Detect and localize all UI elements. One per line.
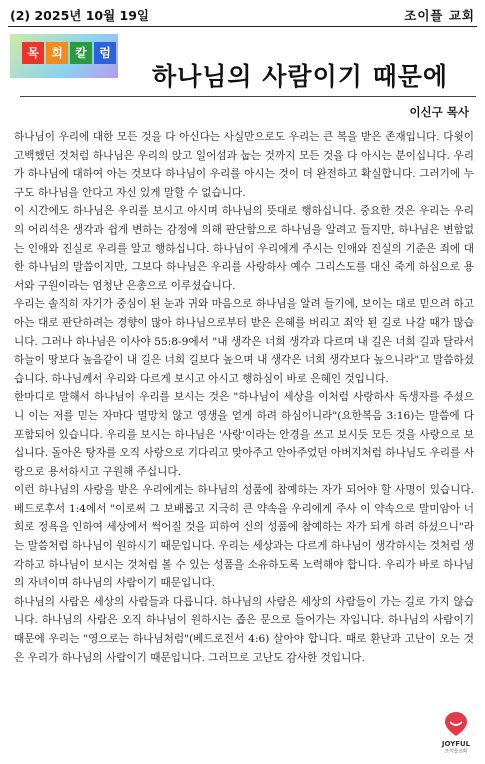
- column-char-1: 목: [22, 42, 44, 64]
- column-char-4: 럼: [94, 42, 116, 64]
- issue-date: (2) 2025년 10월 19일: [10, 8, 149, 23]
- author: 이신구 목사: [409, 105, 469, 119]
- paragraph: 하나님이 우리에 대한 모든 것을 다 아신다는 사실만으로도 우리는 큰 복을 받은 존재입니다. 다윗이 고백했던 것처럼 하나님은 우리의 앉고 일어섬과 눕는 것까지 모든 것을 다 아시는 분이십니다. 우리가 하나님에 대하여 아는 것보다 하나님이 우리를 아시는 것이 더 완전하고 확실합니다. 그러기에 누구도 하나님을 안다고 자신 있게 말할 수 없습니다.: [14, 131, 474, 199]
- paragraph: 한마디로 말해서 하나님이 우리를 보시는 것은 "하나님이 세상을 이처럼 사랑하사 독생자를 주셨으니 이는 저를 믿는 자마다 멸망치 않고 영생을 얻게 하려 하심이니라"(요한복음 3:16)는 말씀에 다 포함되어 있습니다. 우리를 보시는 하나님은 '사랑'이라는 안경을 쓰고 보시듯 모든 것을 사랑으로 보십니다. 돌아온 탕자를 오직 사랑으로 기다리고 맞아주고 안아주었던 아버지처럼 하나님도 우리를 사랑으로 용서하시고 구원해 주십니다.: [14, 391, 474, 478]
- column-label: [22, 42, 112, 76]
- logo-text: JOYFUL: [441, 740, 471, 748]
- article-body: [14, 128, 474, 667]
- church-logo: [439, 708, 473, 754]
- paragraph: 이런 하나님의 사랑을 받은 우리에게는 하나님의 성품에 참예하는 자가 되어야 할 사명이 있습니다. 베드로후서 1:4에서 "이로써 그 보배롭고 지극히 큰 약속을 우리에게 주사 이 약속으로 말미암아 너희로 정욕을 인하여 세상에서 썩어질 것을 피하여 신의 성품에 참예하는 자가 되게 하려 하셨으니"라는 말씀처럼 하나님이 원하시기 때문입니다. 우리는 세상과는 다르게 하나님이 생각하시는 것처럼 생각하고 하나님이 보시는 것처럼 볼 수 있는 성품을 소유하도록 노력해야 합니다. 우리가 바로 하나님의 자녀이며 하나님의 사람이기 때문입니다.: [14, 484, 474, 590]
- column-char-2: 회: [46, 42, 68, 64]
- church-name: 조이플 교회: [404, 8, 475, 23]
- paragraph: 이 시간에도 하나님은 우리를 보시고 아시며 하나님의 뜻대로 행하십니다. 중요한 것은 우리는 우리의 어리석은 생각과 쉽게 변하는 감정에 의해 판단함으로 하나님을 알려고 들지만, 하나님은 변함없는 인애와 진실로 우리를 알고 행하십니다. 하나님이 우리에게 주시는 인애와 진실의 기준은 죄에 대한 하나님의 말씀이지만, 그보다 하나님은 우리를 사랑하사 예수 그리스도를 대신 죽게 하심으로 용서와 구원이라는 엄청난 은총으로 이루셨습니다.: [14, 205, 474, 292]
- paragraph: 하나님의 사람은 세상의 사람들과 다릅니다. 하나님의 사람은 세상의 사람들이 가는 길로 가지 않습니다. 하나님의 사람은 오직 하나님이 원하시는 좁은 문으로 들어가는 자입니다. 하나님의 사람이기 때문에 우리는 "영으로는 하나님처럼"(베드로전서 4:6) 살아야 합니다. 때로 환난과 고난이 오는 것은 우리가 하나님의 사람이기 때문입니다. 그러므로 고난도 감사한 것입니다.: [14, 595, 474, 664]
- logo-subtext: 조이플교회: [444, 749, 468, 754]
- header-rule: [8, 26, 477, 27]
- title-rule: [20, 96, 476, 97]
- article-title: 하나님의 사람이기 때문에: [151, 62, 449, 91]
- paragraph: 우리는 솔직히 자기가 중심이 된 눈과 귀와 마음으로 하나님을 알려 들기에, 보이는 대로 믿으려 하고 아는 대로 판단하려는 경향이 많아 하나님으로부터 받은 은혜를 버리고 죄악 된 길로 나갈 때가 많습니다. 그러나 하나님은 이사야 55:8-9에서 "내 생각은 너희 생각과 다르며 내 길은 너희 길과 달라서 하늘이 땅보다 높음같이 내 길은 너희 길보다 높으며 내 생각은 너희 생각보다 높으니라"고 말씀하셨습니다. 하나님께서 우리와 다르게 보시고 아시고 행하심이 바로 은혜인 것입니다.: [14, 298, 474, 385]
- page-header: [0, 0, 485, 26]
- column-char-3: 칼: [70, 42, 92, 64]
